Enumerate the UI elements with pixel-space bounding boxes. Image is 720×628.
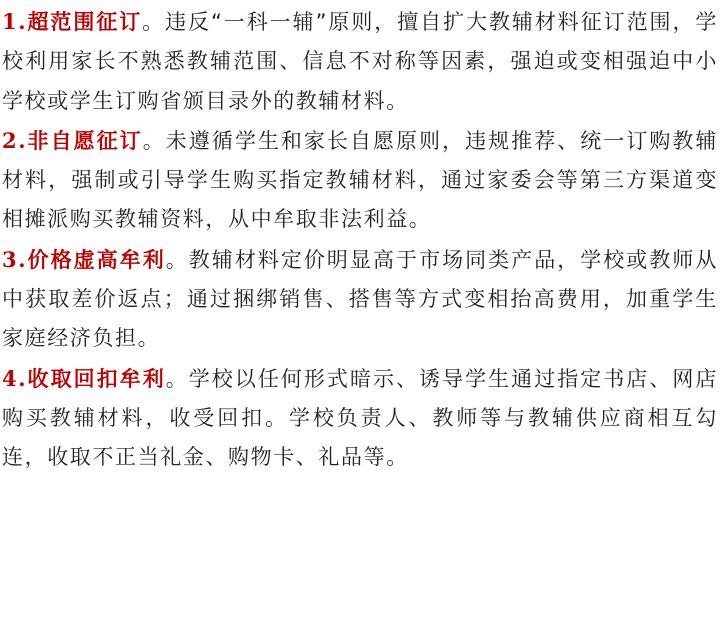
list-item-3: [2, 240, 718, 359]
item-number: 2.: [2, 127, 28, 153]
item-title: 价格虚高牟利: [27, 247, 166, 272]
item-text: 。学校以任何形式暗示、诱导学生通过指定书店、网店购买教辅材料，收受回扣。学校负责人、教师等与教辅供应商相互勾连，收取不正当礼金、购物卡、礼品等。: [2, 366, 718, 470]
item-number: 3.: [2, 246, 28, 272]
list-item-2: [2, 121, 718, 240]
item-number: 1.: [2, 9, 28, 34]
list-item-1: [2, 2, 718, 121]
item-text: 。教辅材料定价明显高于市场同类产品，学校或教师从中获取差价返点；通过捆绑销售、搭售等方式变相抬高费用，加重学生家庭经济负担。: [2, 247, 718, 351]
item-title: 非自愿征订: [27, 128, 143, 153]
item-number: 4.: [2, 365, 28, 391]
item-text: 。未遵循学生和家长自愿原则，违规推荐、统一订购教辅材料，强制或引导学生购买指定教辅材料，通过家委会等第三方渠道变相摊派购买教辅资料，从中牟取非法利益。: [2, 128, 719, 232]
list-item-4: [2, 359, 718, 478]
item-title: 超范围征订: [27, 10, 143, 34]
item-heading: [2, 129, 143, 153]
item-heading: [2, 10, 142, 34]
item-heading: [2, 367, 166, 391]
item-text: 。违反“一科一辅”原则，擅自扩大教辅材料征订范围，学校利用家长不熟悉教辅范围、信息不对称等因素，强迫或变相强迫中小学校或学生订购省颁目录外的教辅材料。: [2, 10, 719, 113]
item-title: 收取回扣牟利: [27, 366, 166, 391]
item-heading: [2, 248, 166, 272]
